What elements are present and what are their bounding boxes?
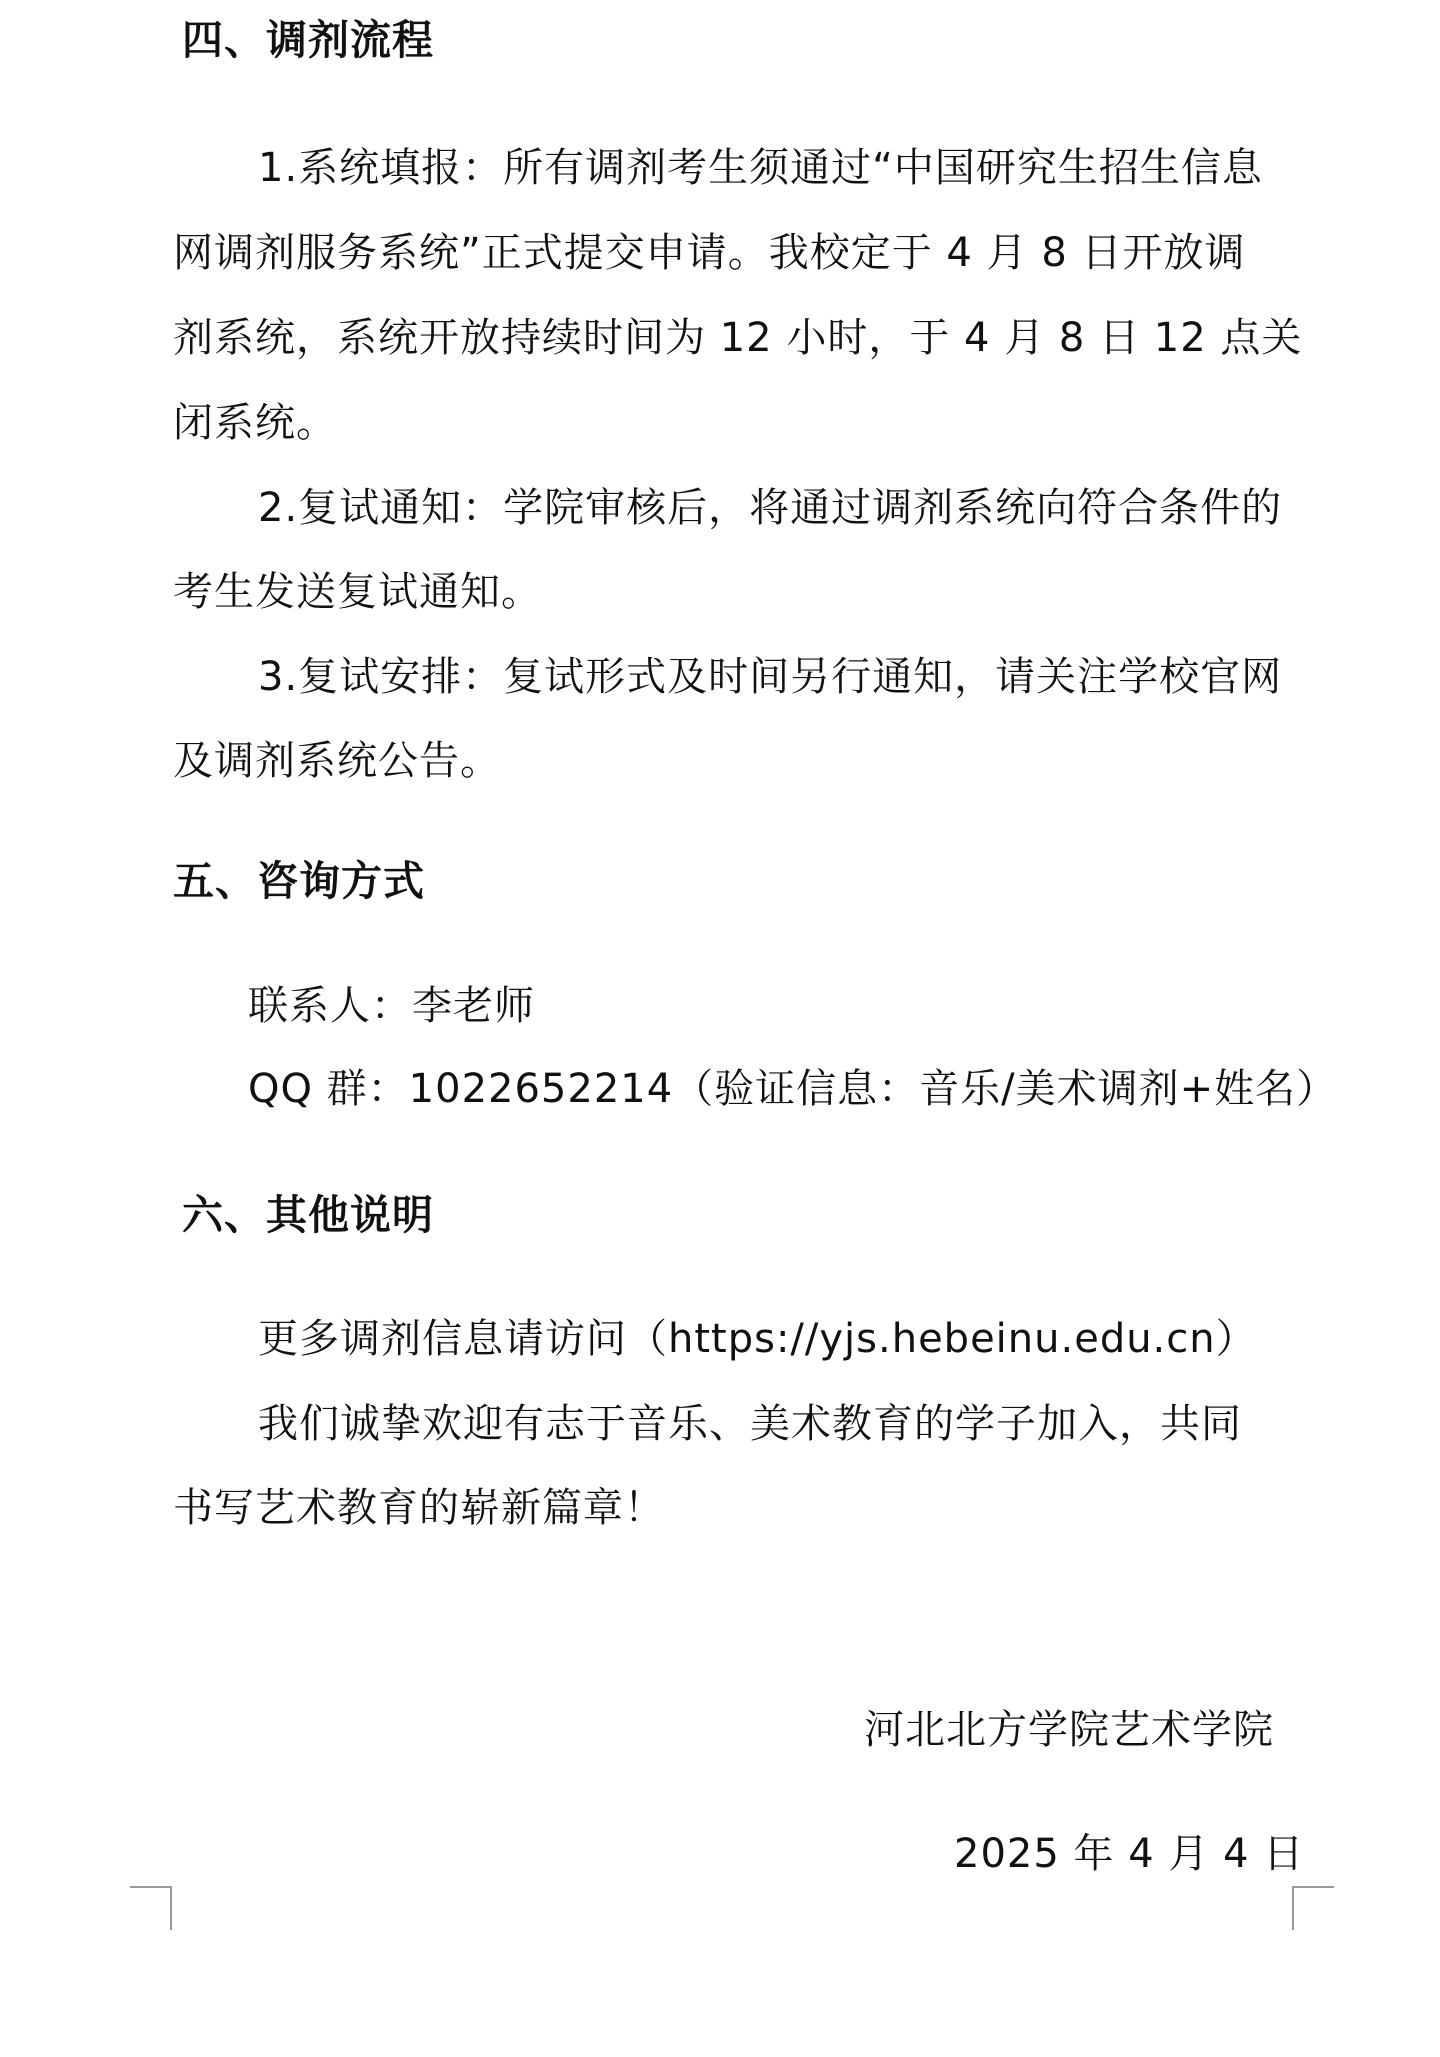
section-4-item-2-line-2: 考生发送复试通知。: [173, 569, 542, 615]
section-4-item-1-line-4: 闭系统。: [173, 400, 337, 446]
section-4-item-1-line-2: 网调剂服务系统”正式提交申请。我校定于 4 月 8 日开放调: [173, 230, 1246, 276]
section-6-heading: 六、其他说明: [182, 1191, 434, 1239]
section-4-item-2-line-1: 2.复试通知：学院审核后，将通过调剂系统向符合条件的: [258, 485, 1283, 531]
page-corner-left-icon: [130, 1886, 172, 1930]
section-4-item-3-line-2: 及调剂系统公告。: [173, 738, 501, 784]
section-5-heading: 五、咨询方式: [173, 857, 425, 905]
signature-organization: 河北北方学院艺术学院: [864, 1707, 1274, 1753]
section-4-item-3-line-1: 3.复试安排：复试形式及时间另行通知，请关注学校官网: [258, 654, 1283, 700]
welcome-line-1: 我们诚挚欢迎有志于音乐、美术教育的学子加入，共同: [258, 1401, 1242, 1447]
section-4-heading: 四、调剂流程: [182, 16, 434, 64]
section-4-item-1-line-1: 1.系统填报：所有调剂考生须通过“中国研究生招生信息: [258, 145, 1263, 191]
page-corner-right-icon: [1292, 1886, 1334, 1930]
visit-website-text: 更多调剂信息请访问（https://yjs.hebeinu.edu.cn）: [258, 1316, 1257, 1362]
section-4-item-1-line-3: 剂系统，系统开放持续时间为 12 小时，于 4 月 8 日 12 点关: [173, 315, 1303, 361]
signature-date: 2025 年 4 月 4 日: [954, 1831, 1305, 1877]
contact-person: 联系人：李老师: [248, 983, 535, 1029]
welcome-line-2: 书写艺术教育的崭新篇章！: [173, 1485, 665, 1531]
qq-group: QQ 群：1022652214（验证信息：音乐/美术调剂+姓名）: [248, 1066, 1338, 1112]
